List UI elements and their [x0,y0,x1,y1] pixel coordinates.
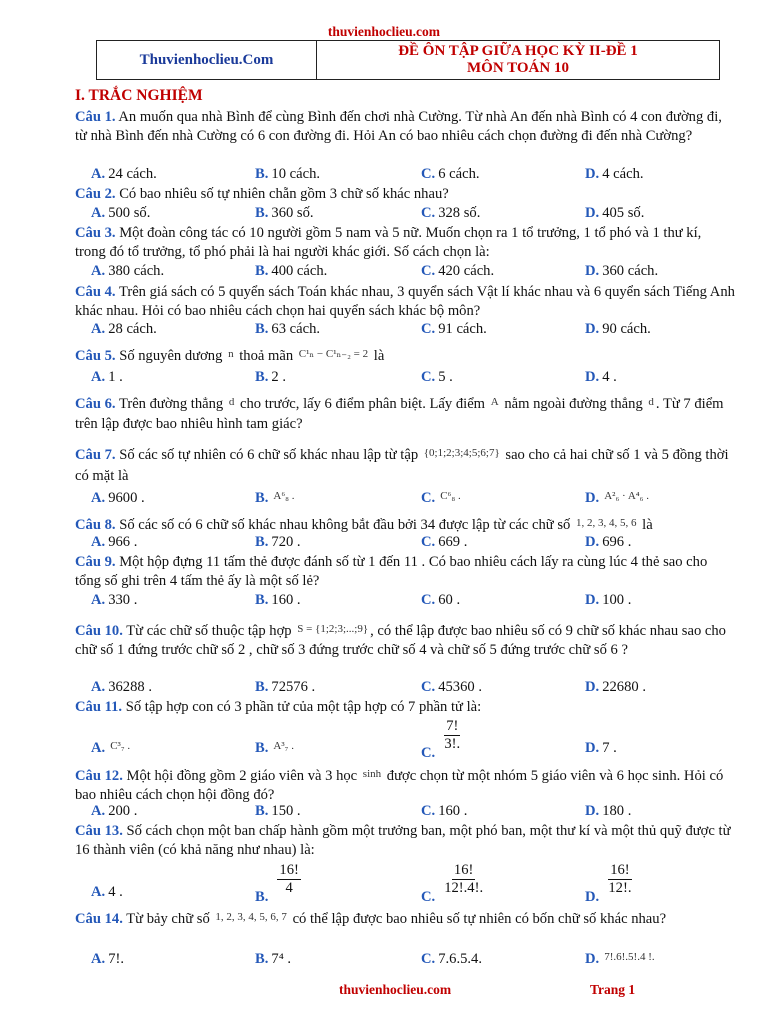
option-d[interactable]: D. 7 . [585,740,617,756]
options-q1 [91,166,741,185]
question-13 [75,822,735,861]
option-b[interactable]: B. $^{A^6_8 .}$ [255,490,295,506]
question-label: Câu 12. [75,768,123,784]
math-variable: d [228,396,235,408]
option-a[interactable]: A. 28 cách. [91,321,157,337]
option-b[interactable]: B. 160 . [255,592,301,608]
option-c[interactable]: C. 45360 . [421,679,482,695]
fraction: $\frac{16!}{12!.}$ [608,862,632,896]
question-label: Câu 14. [75,911,123,927]
math-digits: 1, 2, 3, 4, 5, 6 [575,517,637,529]
brand-name: Thuvienhoclieu.Com [97,41,317,79]
fraction: $\frac{7!}{3!.}$ [444,718,461,752]
question-text: Từ các chữ số thuộc tập hợp [126,623,292,639]
math-digits: 1, 2, 3, 4, 5, 6, 7 [215,911,287,923]
question-text: là [373,348,385,364]
option-b[interactable]: B. $\frac{16!}{4}$ [255,862,299,905]
question-11 [75,698,735,717]
question-12 [75,765,735,806]
option-a[interactable]: A. 4 . [91,884,123,900]
option-a[interactable]: A. 380 cách. [91,263,165,279]
exam-subject: MÔN TOÁN 10 [467,60,569,76]
option-d[interactable]: D. 4 cách. [585,166,644,182]
question-text: có thể lập được bao nhiêu số tự nhiên có bốn chữ số khác nhau? [292,911,667,927]
options-q10 [91,679,741,698]
header-box [96,40,720,80]
option-c[interactable]: C. 60 . [421,592,461,608]
question-10 [75,620,735,661]
question-label: Câu 8. [75,517,116,533]
question-label: Câu 9. [75,554,116,570]
question-7 [75,443,735,487]
option-b[interactable]: B. 72576 . [255,679,316,695]
options-q4 [91,321,741,340]
options-q9 [91,592,741,611]
option-d[interactable]: D. 100 . [585,592,632,608]
options-q11 [91,718,741,761]
question-1 [75,108,735,147]
exam-title: ĐỀ ÔN TẬP GIỮA HỌC KỲ II-ĐỀ 1 [398,43,638,59]
exam-title-block [317,41,719,79]
question-text: Trên giá sách có 5 quyển sách Toán khác nhau, 3 quyển sách Vật lí khác nhau và 6 quyển sách Tiếng Anh khác nhau. Hỏi có bao nhiêu cách chọn hai quyển sách khác bộ môn? [75,284,735,320]
question-text: Số các số có 6 chữ số khác nhau không bắt đầu bởi 34 được lập từ các chữ số [119,517,571,533]
option-d[interactable]: D. 405 số. [585,205,645,221]
options-q12 [91,803,741,822]
question-text: thoả mãn [239,348,294,364]
question-text: nằm ngoài đường thẳng [504,396,643,412]
option-c[interactable]: C. 669 . [421,534,468,550]
option-d[interactable]: D. 180 . [585,803,632,819]
option-c[interactable]: C. 7.6.5.4. [421,951,482,967]
option-c[interactable]: C. $\frac{7!}{3!.}$ [421,718,461,761]
question-text: Có bao nhiêu số tự nhiên chẵn gồm 3 chữ số khác nhau? [119,186,449,202]
question-text: An muốn qua nhà Bình để cùng Bình đến chơi nhà Cường. Từ nhà An đến nhà Bình có 4 con đường đi, từ nhà Bình đến nhà Cường có 6 con đường đi. Hỏi An có bao nhiêu cách chọn đường đi đến nhà Cường? [75,109,722,145]
math-equation: C¹ₙ − C¹ₙ₋₂ = 2 [298,348,369,360]
question-label: Câu 6. [75,396,116,412]
question-label: Câu 5. [75,348,116,364]
question-label: Câu 4. [75,284,116,300]
option-a[interactable]: A. $^{C^3_7 .}$ [91,740,131,756]
question-label: Câu 10. [75,623,123,639]
question-4 [75,283,735,322]
options-q3 [91,263,741,282]
question-text: cho trước, lấy 6 điểm phân biệt. Lấy điểm [240,396,486,412]
question-14 [75,908,735,929]
question-3 [75,224,735,263]
option-b[interactable]: B. 720 . [255,534,301,550]
option-b[interactable]: B. 150 . [255,803,301,819]
site-link-top[interactable]: thuvienhoclieu.com [327,24,441,39]
option-c[interactable]: C. 420 cách. [421,263,495,279]
option-b[interactable]: B. 63 cách. [255,321,321,337]
section-heading: I. TRẮC NGHIỆM [75,87,203,104]
option-b[interactable]: B. 360 số. [255,205,314,221]
question-9 [75,553,735,592]
question-text: sao cho cả hai chữ số 1 và 5 đồng thời có mặt là [75,447,729,484]
question-5 [75,345,735,366]
question-text: . Từ 7 điểm trên lập được bao nhiêu hình tam giác? [75,396,724,432]
option-d[interactable]: D. 696 . [585,534,632,550]
option-a[interactable]: A. 966 . [91,534,138,550]
option-a[interactable]: A. 7!. [91,951,125,967]
question-text: Từ bảy chữ số [126,911,210,927]
question-text: Một đoàn công tác có 10 người gồm 5 nam và 5 nữ. Muốn chọn ra 1 tổ trưởng, 1 tổ phó và 1 thư kí, trong đó tổ trưởng, tổ phó phải là hai người khác giới. Số cách chọn là: [75,225,702,261]
option-d[interactable]: D. $^{A^2_6 \cdot A^4_6 .}$ [585,490,649,506]
fraction: $\frac{16!}{4}$ [279,862,299,896]
option-c[interactable]: C. 6 cách. [421,166,480,182]
option-a[interactable]: A. 200 . [91,803,138,819]
option-b[interactable]: B. $^{A^3_7 .}$ [255,740,294,756]
question-text: Số tập hợp con có 3 phần tử của một tập hợp có 7 phần tử là: [125,699,482,715]
site-link-footer[interactable]: thuvienhoclieu.com [339,982,452,997]
option-a[interactable]: A. 9600 . [91,490,145,506]
option-d[interactable]: D. $^{7!.6!.5!.4 !.}$ [585,951,655,967]
options-q2 [91,205,741,224]
question-label: Câu 3. [75,225,116,241]
question-label: Câu 13. [75,823,123,839]
option-b[interactable]: B. 7⁴ . [255,951,292,967]
question-label: Câu 7. [75,447,116,463]
options-q14 [91,951,741,970]
option-d[interactable]: D. 90 cách. [585,321,651,337]
option-c[interactable]: C. $\frac{16!}{12!.4!.}$ [421,862,484,905]
question-text: Số cách chọn một ban chấp hành gồm một trưởng ban, một phó ban, một thư kí và một thủ quỹ được từ 16 thành viên (có khả năng như nhau) là: [75,823,731,859]
option-b[interactable]: B. 400 cách. [255,263,328,279]
option-c[interactable]: C. 5 . [421,369,453,385]
option-d[interactable]: D. 4 . [585,369,617,385]
question-label: Câu 11. [75,699,123,715]
option-b[interactable]: B. 2 . [255,369,286,385]
option-c[interactable]: C. 91 cách. [421,321,487,337]
question-text: Một hộp đựng 11 tấm thẻ được đánh số từ 1 đến 11 . Có bao nhiêu cách lấy ra cùng lúc 4 thẻ sao cho tổng số ghi trên 4 tấm thẻ ấy là một số lẻ? [75,554,708,590]
fraction: $\frac{16!}{12!.4!.}$ [444,862,484,896]
options-q7 [91,490,741,509]
question-text: Trên đường thẳng [118,396,224,412]
option-d[interactable]: D. 360 cách. [585,263,659,279]
page-number: Trang 1 [590,982,636,997]
option-d[interactable]: D. $\frac{16!}{12!.}$ [585,862,632,905]
option-c[interactable]: C. 160 . [421,803,468,819]
math-set: S = {1;2;3;...;9} [297,623,369,635]
question-label: Câu 1. [75,109,116,125]
option-a[interactable]: A. 1 . [91,369,123,385]
math-word: sinh [362,768,382,780]
option-c[interactable]: C. $^{C^6_8 .}$ [421,490,461,506]
option-c[interactable]: C. 328 số. [421,205,481,221]
question-8 [75,514,735,535]
question-label: Câu 2. [75,186,116,202]
question-6 [75,392,735,434]
math-variable: d [648,396,654,408]
question-text: là [642,517,653,533]
option-b[interactable]: B. 10 cách. [255,166,321,182]
math-variable: A [490,396,499,408]
question-text: , có thể lập được bao nhiêu số có 9 chữ số khác nhau sao cho chữ số 1 đứng trước chữ số 2 , chữ số 3 đứng trước chữ số 4 và chữ số 5 đứng trước chữ số 6 ? [75,623,726,659]
options-q8 [91,534,741,553]
option-a[interactable]: A. 24 cách. [91,166,157,182]
question-2 [75,185,735,204]
question-text: được chọn từ một nhóm 5 giáo viên và 6 học sinh. Hỏi có bao nhiêu cách chọn hội đồng đó? [75,768,724,804]
options-q13 [91,862,741,905]
math-variable: n [228,348,234,360]
question-text: Số nguyên dương [119,348,223,364]
option-d[interactable]: D. 22680 . [585,679,646,695]
question-text: Số các số tự nhiên có 6 chữ số khác nhau lập từ tập [119,447,419,463]
option-a[interactable]: A. 330 . [91,592,138,608]
option-a[interactable]: A. 500 số. [91,205,151,221]
question-text: Một hội đồng gồm 2 giáo viên và 3 học [126,768,358,784]
option-a[interactable]: A. 36288 . [91,679,152,695]
math-set: {0;1;2;3;4;5;6;7} [423,447,500,459]
options-q5 [91,369,741,388]
